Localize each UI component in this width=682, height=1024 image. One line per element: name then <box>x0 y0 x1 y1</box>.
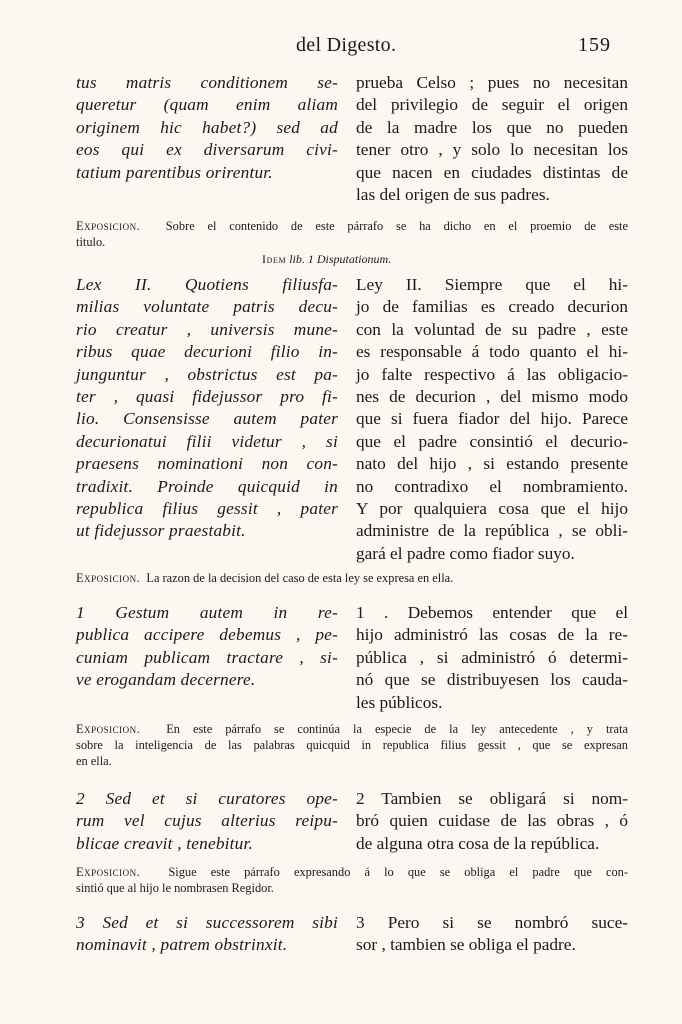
latin-line: ribus quae decurioni filio in- <box>76 342 338 362</box>
latin-line: lio. Consensisse autem pater <box>76 409 338 429</box>
latin-line: publica accipere debemus , pe- <box>76 625 338 645</box>
exposicion-text: Sobre el contenido de este párrafo se ha dicho en el proemio de este <box>165 219 628 233</box>
latin-line: rum vel cujus alterius reipu- <box>76 811 338 831</box>
citation-author: Idem <box>262 252 287 266</box>
spanish-line: nato del hijo , si estando presente <box>356 454 628 474</box>
latin-line: Lex II. Quotiens filiusfa- <box>76 275 338 294</box>
exposicion-text: La razon de la decision del caso de esta ley se expresa en ella. <box>146 571 454 585</box>
exposicion-text: sobre la inteligencia de las palabras quicquid in republica filius gessit , que se expresan <box>76 738 628 752</box>
spanish-line: 1 . Debemos entender que el <box>356 603 628 622</box>
page-number: 159 <box>578 34 611 56</box>
citation-reference: lib. 1 Disputationum. <box>289 252 392 266</box>
spanish-line: de alguna otra cosa de la república. <box>356 833 600 853</box>
source-citation <box>262 252 391 267</box>
latin-line: rio creatur , universis mune- <box>76 319 338 339</box>
latin-line: tradixit. Proinde quicquid in <box>76 476 338 496</box>
spanish-line: Ley II. Siempre que el hi- <box>356 275 628 294</box>
latin-line: blicae creavit , tenebitur. <box>76 833 254 853</box>
exposicion-text: en ella. <box>76 754 112 768</box>
latin-column <box>76 274 338 543</box>
spanish-column <box>356 788 628 855</box>
spanish-line: las del origen de sus padres. <box>356 185 550 205</box>
spanish-line: no contradixo el nombramiento. <box>356 476 628 496</box>
spanish-line: 3 Pero si se nombró suce- <box>356 913 628 932</box>
exposicion-text: En este párrafo se continúa la especie de la ley antecedente , y trata <box>166 722 628 736</box>
latin-line: nominavit , patrem obstrinxit. <box>76 935 288 955</box>
latin-line: 1 Gestum autem in re- <box>76 603 338 622</box>
spanish-column <box>356 912 628 957</box>
spanish-line: nes de decurion , del mismo modo <box>356 387 628 407</box>
exposicion-label: Exposicion. <box>76 571 141 585</box>
spanish-line: tener otro , y solo lo necesitan los <box>356 140 628 160</box>
text-block-3 <box>76 602 628 714</box>
latin-column <box>76 602 338 692</box>
spanish-column <box>356 274 628 565</box>
spanish-line: del privilegio de seguir el origen <box>356 95 628 115</box>
spanish-line: administre de la república , se obli- <box>356 521 628 541</box>
spanish-line: es responsable á todo quanto el hi- <box>356 342 628 362</box>
latin-line: ut fidejussor praestabit. <box>76 521 246 541</box>
latin-line: junguntur , obstrictus est pa- <box>76 364 338 384</box>
latin-line: decurionatui filii videtur , si <box>76 431 338 451</box>
exposicion-label: Exposicion. <box>76 722 141 736</box>
spanish-line: de la madre los que no pueden <box>356 117 628 137</box>
spanish-line: jo falte respectivo á las obligacio- <box>356 364 628 384</box>
latin-line: tus matris conditionem se- <box>76 73 338 92</box>
exposicion-text: sintió que al hijo le nombrasen Regidor. <box>76 881 274 895</box>
spanish-line: 2 Tambien se obligará si nom- <box>356 789 628 808</box>
spanish-line: Y por qualquiera cosa que el hijo <box>356 499 628 519</box>
spanish-line: pública , si administró ó determi- <box>356 647 628 667</box>
latin-column <box>76 72 338 184</box>
spanish-line: que nacen en ciudades distintas de <box>356 162 628 182</box>
running-title: del Digesto. <box>296 34 397 56</box>
latin-line: praesens nominationi non con- <box>76 454 338 474</box>
latin-line: tatium parentibus orirentur. <box>76 162 273 182</box>
spanish-line: que el padre consintió el decurio- <box>356 431 628 451</box>
spanish-column <box>356 602 628 714</box>
spanish-line: les públicos. <box>356 692 443 712</box>
latin-line: 2 Sed et si curatores ope- <box>76 789 338 808</box>
exposicion-label: Exposicion. <box>76 219 141 233</box>
spanish-line: jo de familias es creado decurion <box>356 297 628 317</box>
spanish-line: bró quien cuidase de las obras , ó <box>356 811 628 831</box>
spanish-line: con la voluntad de su padre , este <box>356 319 628 339</box>
spanish-line: gará el padre como fiador suyo. <box>356 543 575 563</box>
spanish-line: hijo administró las cosas de la re- <box>356 625 628 645</box>
latin-line: eos qui ex diversarum civi- <box>76 140 338 160</box>
spanish-column <box>356 72 628 206</box>
spanish-line: sor , tambien se obliga el padre. <box>356 935 576 955</box>
spanish-line: nó que se distribuyesen los cauda- <box>356 670 628 690</box>
latin-line: ter , quasi fidejussor pro fi- <box>76 387 338 407</box>
exposicion-note-2 <box>76 570 628 586</box>
exposicion-note-3 <box>76 721 628 769</box>
spanish-line: que si fuera fiador del hijo. Parece <box>356 409 628 429</box>
latin-line: republica filius gessit , pater <box>76 499 338 519</box>
latin-line: ve erogandam decernere. <box>76 670 256 690</box>
exposicion-label: Exposicion. <box>76 865 141 879</box>
text-block-1 <box>76 72 628 205</box>
exposicion-note-1 <box>76 218 628 250</box>
latin-line: cuniam publicam tractare , si- <box>76 647 338 667</box>
exposicion-note-4 <box>76 864 628 896</box>
latin-line: originem hic habet?) sed ad <box>76 117 338 137</box>
latin-line: 3 Sed et si successorem sibi <box>76 913 338 932</box>
latin-line: milias voluntate patris decu- <box>76 297 338 317</box>
running-header <box>0 30 682 64</box>
latin-column <box>76 912 338 957</box>
latin-column <box>76 788 338 855</box>
text-block-4 <box>76 788 628 858</box>
text-block-5 <box>76 912 628 960</box>
spanish-line: prueba Celso ; pues no necesitan <box>356 73 628 92</box>
latin-line: queretur (quam enim aliam <box>76 95 338 115</box>
text-block-2 <box>76 274 628 564</box>
exposicion-text: titulo. <box>76 235 106 249</box>
exposicion-text: Sigue este párrafo expresando á lo que se obliga el padre que con- <box>168 865 628 879</box>
